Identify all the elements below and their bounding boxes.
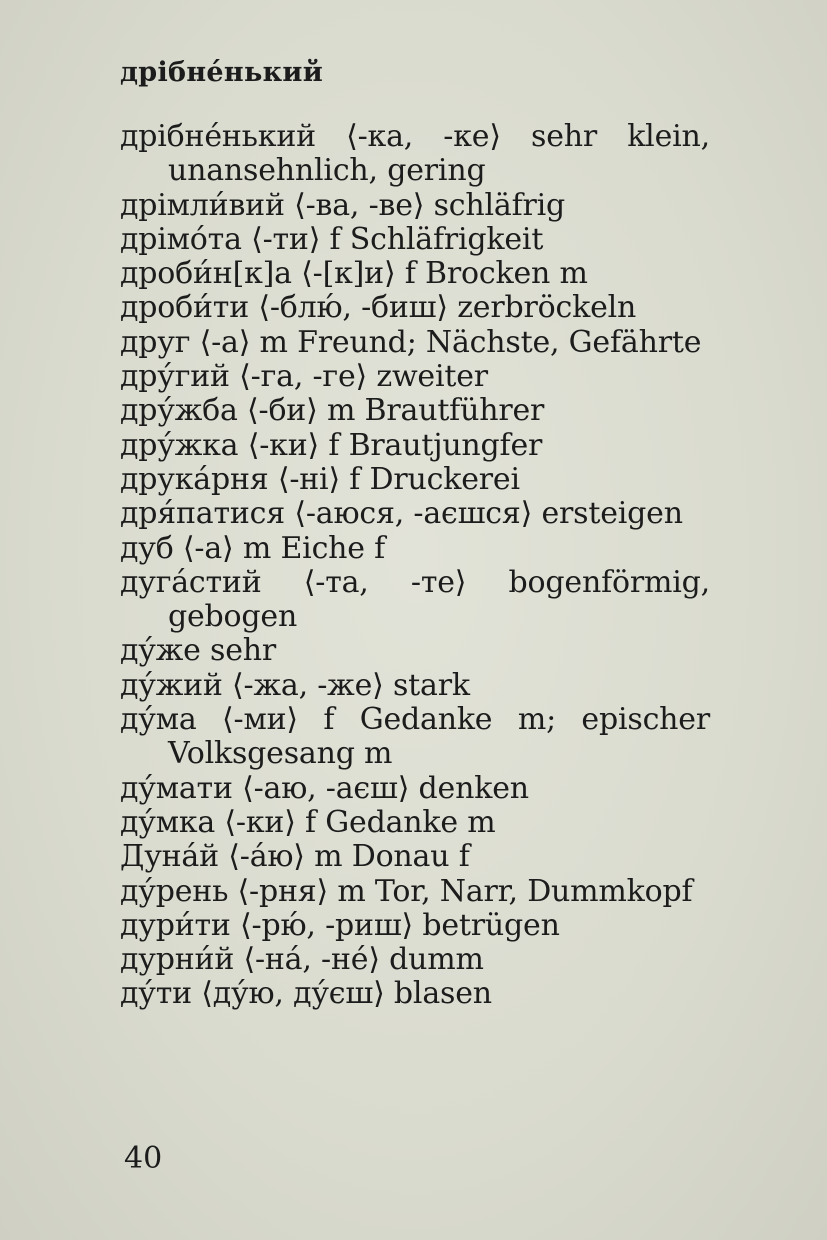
dictionary-entry: дури́ти ⟨-рю́, -риш⟩ betrügen [120, 907, 560, 943]
dictionary-entry: дрібне́нький ⟨-ка, -ке⟩ sehr klein, unansehnlich, gering [120, 119, 710, 189]
dictionary-entry: дурни́й ⟨-на́, -не́⟩ dumm [120, 942, 484, 978]
page-number: 40 [124, 1141, 163, 1176]
dictionary-entry: ду́мати ⟨-аю, -аєш⟩ denken [120, 770, 529, 806]
dictionary-entry: дря́патися ⟨-аюся, -аєшся⟩ ersteigen [120, 496, 683, 532]
dictionary-entry: дроби́ти ⟨-блю́, -биш⟩ zerbröckeln [120, 290, 637, 326]
dictionary-entry: друка́рня ⟨-ні⟩ f Druckerei [120, 461, 520, 497]
dictionary-entry: ду́же sehr [120, 633, 277, 669]
dictionary-entry: дру́жба ⟨-би⟩ m Brautführer [120, 393, 545, 429]
dictionary-entry: дуга́стий ⟨-та, -те⟩ bogenförmig, gebogen [120, 564, 710, 635]
dictionary-entry: друг ⟨-а⟩ m Freund; Nächste, Gefährte [120, 324, 702, 360]
dictionary-entry: дуб ⟨-а⟩ m Eiche f [120, 530, 386, 566]
running-head: дрібне́нький [120, 57, 324, 88]
dictionary-entry: дру́гий ⟨-га, -ге⟩ zweiter [120, 359, 488, 395]
dictionary-entry: ду́жий ⟨-жа, -же⟩ stark [120, 667, 470, 703]
dictionary-entry: дру́жка ⟨-ки⟩ f Brautjungfer [120, 427, 543, 463]
dictionary-entry: ду́ти ⟨ду́ю, ду́єш⟩ blasen [120, 976, 492, 1012]
dictionary-entry: дрімо́та ⟨-ти⟩ f Schläfrigkeit [120, 221, 544, 257]
dictionary-entry: ду́ма ⟨-ми⟩ f Gedanke m; epischer Volksgesang m [120, 702, 710, 772]
dictionary-entry: ду́рень ⟨-рня⟩ m Tor, Narr, Dummkopf [120, 873, 693, 909]
dictionary-entry: дроби́н[к]а ⟨-[к]и⟩ f Brocken m [120, 256, 588, 292]
dictionary-entry: Дуна́й ⟨-а́ю⟩ m Donau f [120, 839, 470, 875]
dictionary-entry: ду́мка ⟨-ки⟩ f Gedanke m [120, 804, 496, 840]
entry-list [120, 120, 710, 1012]
dictionary-entry: дрімли́вий ⟨-ва, -ве⟩ schläfrig [120, 187, 566, 223]
